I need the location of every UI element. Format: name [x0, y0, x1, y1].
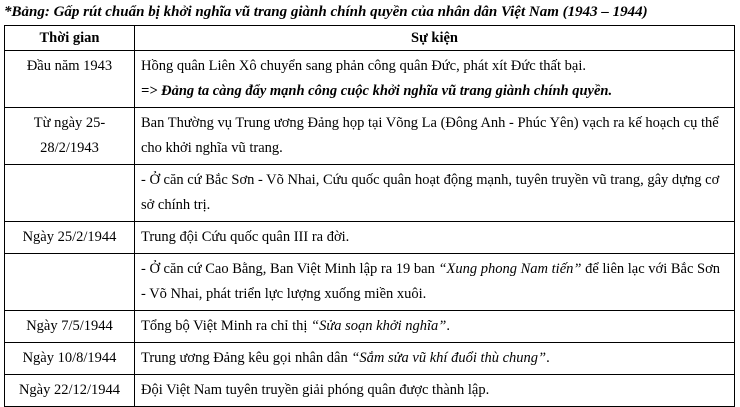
event-cell	[135, 51, 735, 108]
table-row	[5, 165, 735, 222]
time-cell: Ngày 10/8/1944	[5, 343, 135, 375]
event-text: để liên lạc với Bắc Sơn - Võ Nhai, phát triển lực lượng xuống miền xuôi.	[141, 261, 721, 302]
time-cell: Ngày 7/5/1944	[5, 311, 135, 343]
table-header-row	[5, 26, 735, 51]
table-row	[5, 254, 735, 311]
event-quote: “Xung phong Nam tiến”	[438, 261, 582, 277]
event-cell	[135, 254, 735, 311]
event-cell: - Ở căn cứ Bắc Sơn - Võ Nhai, Cứu quốc quân hoạt động mạnh, tuyên truyền vũ trang, gây dựng cơ sở chính trị.	[135, 165, 735, 222]
time-cell: Ngày 22/12/1944	[5, 375, 135, 407]
header-time: Thời gian	[5, 26, 135, 51]
table-row	[5, 222, 735, 254]
event-cell	[135, 343, 735, 375]
event-text: - Ở căn cứ Cao Bằng, Ban Việt Minh lập ra 19 ban	[141, 261, 439, 277]
event-cell: Đội Việt Nam tuyên truyền giải phóng quân được thành lập.	[135, 375, 735, 407]
time-cell: Từ ngày 25-28/2/1943	[5, 108, 135, 165]
time-cell: Ngày 25/2/1944	[5, 222, 135, 254]
header-event: Sự kiện	[135, 26, 735, 51]
event-text: Tổng bộ Việt Minh ra chỉ thị	[141, 318, 312, 334]
event-text: .	[546, 350, 550, 366]
event-conclusion: => Đảng ta càng đẩy mạnh công cuộc khởi nghĩa vũ trang giành chính quyền.	[141, 83, 613, 99]
table-row	[5, 343, 735, 375]
table-row	[5, 311, 735, 343]
event-quote: “Sắm sửa vũ khí đuổi thù chung”	[351, 350, 547, 366]
event-text: Hồng quân Liên Xô chuyển sang phản công quân Đức, phát xít Đức thất bại.	[141, 58, 586, 74]
events-table	[4, 25, 735, 407]
table-caption: *Bảng: Gấp rút chuẩn bị khởi nghĩa vũ trang giành chính quyền của nhân dân Việt Nam (1943 – 1944)	[4, 4, 648, 20]
event-text: Trung ương Đảng kêu gọi nhân dân	[141, 350, 352, 366]
event-quote: “Sửa soạn khởi nghĩa”	[311, 318, 447, 334]
event-cell	[135, 311, 735, 343]
table-row	[5, 51, 735, 108]
event-cell: Trung đội Cứu quốc quân III ra đời.	[135, 222, 735, 254]
event-cell: Ban Thường vụ Trung ương Đảng họp tại Võng La (Đông Anh - Phúc Yên) vạch ra kế hoạch cụ thể cho khởi nghĩa vũ trang.	[135, 108, 735, 165]
table-row	[5, 375, 735, 407]
table-row	[5, 108, 735, 165]
time-cell: Đầu năm 1943	[5, 51, 135, 108]
time-cell	[5, 165, 135, 222]
time-cell	[5, 254, 135, 311]
event-text: .	[446, 318, 450, 334]
